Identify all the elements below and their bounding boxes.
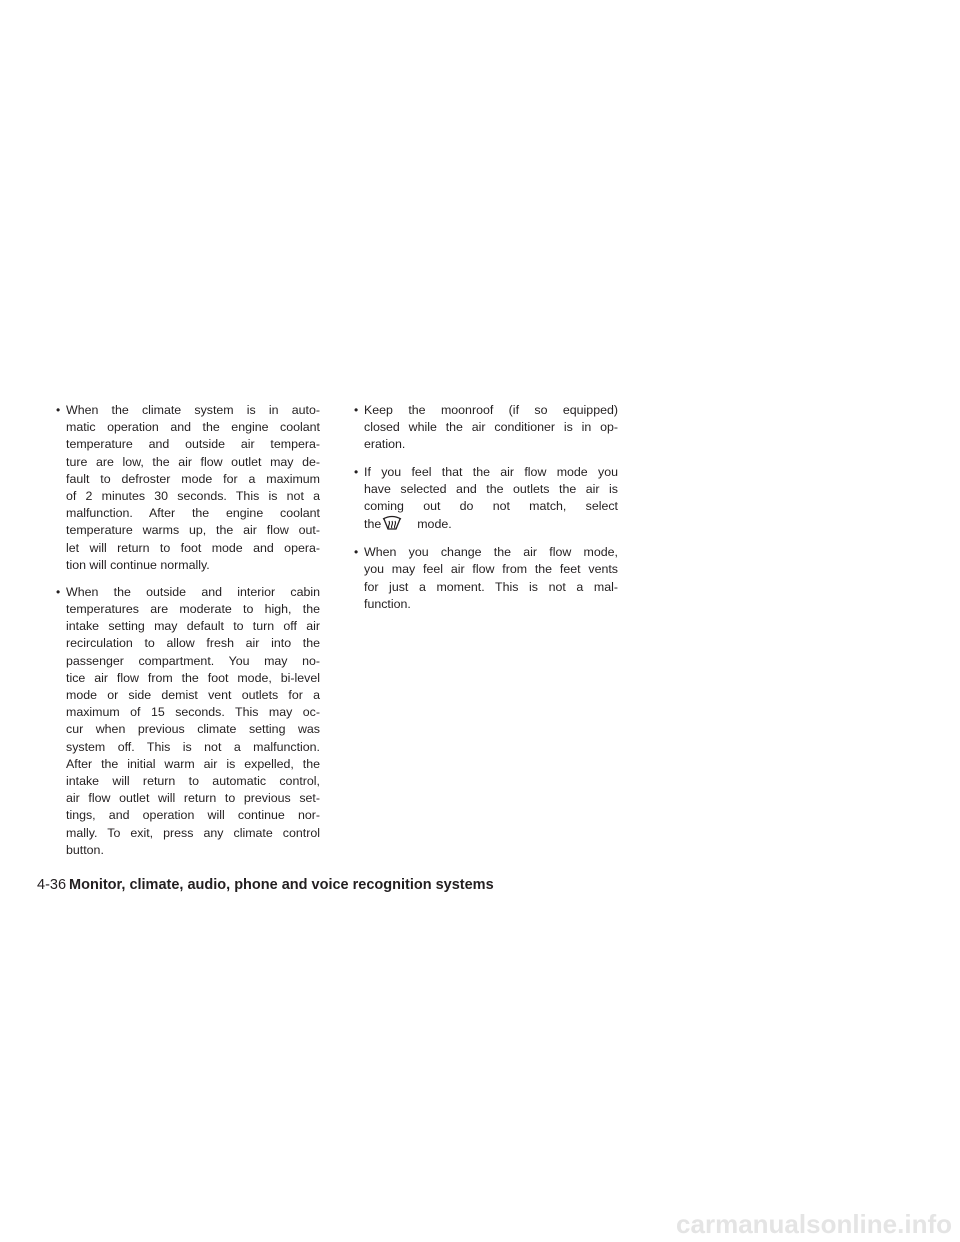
text-line: • When the climate system is in auto- bbox=[51, 402, 320, 419]
text-line: you may feel air flow from the feet vents bbox=[364, 562, 618, 577]
text-line: • Keep the moonroof (if so equipped) bbox=[349, 402, 618, 419]
text-line: • If you feel that the air flow mode you bbox=[349, 464, 618, 481]
right-column bbox=[349, 402, 618, 623]
text-line: eration. bbox=[364, 437, 406, 452]
text-line: malfunction. After the engine coolant bbox=[66, 506, 320, 521]
text-line: tings, and operation will continue nor- bbox=[66, 808, 320, 823]
text-line: function. bbox=[364, 596, 411, 611]
section-title: Monitor, climate, audio, phone and voice recognition systems bbox=[69, 877, 494, 893]
text-line: cur when previous climate setting was bbox=[66, 722, 320, 737]
bullet-item-moonroof bbox=[349, 402, 618, 454]
text-line: fault to defroster mode for a maximum bbox=[66, 471, 320, 486]
text-line: the mode. bbox=[364, 517, 452, 532]
bullet-item-fresh-air-intake bbox=[51, 584, 320, 859]
text-line: tion will continue normally. bbox=[66, 557, 210, 572]
text-line: matic operation and the engine coolant bbox=[66, 420, 320, 435]
bullet-marker: • bbox=[354, 403, 359, 417]
text-line: closed while the air conditioner is in op- bbox=[364, 420, 618, 435]
text-line: passenger compartment. You may no- bbox=[66, 653, 320, 668]
bullet-item-auto-defroster bbox=[51, 402, 320, 574]
text-line: temperature and outside air tempera- bbox=[66, 437, 320, 452]
text-line: intake setting may default to turn off air bbox=[66, 619, 320, 634]
watermark: carmanualsonline.info bbox=[676, 1209, 952, 1239]
text-line: After the initial warm air is expelled, the bbox=[66, 756, 320, 771]
text-line: maximum of 15 seconds. This may oc- bbox=[66, 705, 320, 720]
text-line: • When the outside and interior cabin bbox=[51, 584, 320, 601]
page-number: 4-36 bbox=[37, 877, 67, 893]
text-line: system off. This is not a malfunction. bbox=[66, 739, 320, 754]
text-line: let will return to foot mode and opera- bbox=[66, 540, 320, 555]
bullet-marker: • bbox=[354, 464, 359, 479]
bullet-marker: • bbox=[354, 545, 359, 560]
text-line: temperatures are moderate to high, the bbox=[66, 602, 320, 617]
text-line: temperature warms up, the air flow out- bbox=[66, 523, 320, 538]
bullet-item-feet-vents bbox=[349, 544, 618, 613]
text-line: tice air flow from the foot mode, bi-level bbox=[66, 670, 320, 685]
text-line: for just a moment. This is not a mal- bbox=[364, 579, 618, 594]
text-line: have selected and the outlets the air is bbox=[364, 481, 618, 496]
text-line: coming out do not match, select bbox=[364, 498, 618, 513]
text-line: of 2 minutes 30 seconds. This is not a bbox=[66, 488, 320, 503]
bullet-marker: • bbox=[56, 584, 61, 599]
front-defroster-icon bbox=[381, 515, 403, 531]
bullet-item-air-flow-mismatch bbox=[349, 464, 618, 535]
text-line: ture are low, the air flow outlet may de- bbox=[66, 454, 320, 469]
text-line: • When you change the air flow mode, bbox=[349, 544, 618, 561]
page-footer bbox=[37, 877, 494, 893]
bullet-marker: • bbox=[56, 403, 61, 417]
text-line: recirculation to allow fresh air into the bbox=[66, 636, 320, 651]
text-line: intake will return to automatic control, bbox=[66, 773, 320, 788]
text-line: mally. To exit, press any climate control bbox=[66, 825, 320, 840]
text-line: air flow outlet will return to previous set- bbox=[66, 791, 320, 806]
text-line: mode or side demist vent outlets for a bbox=[66, 688, 320, 702]
text-line: button. bbox=[66, 842, 104, 857]
left-column bbox=[51, 402, 320, 869]
